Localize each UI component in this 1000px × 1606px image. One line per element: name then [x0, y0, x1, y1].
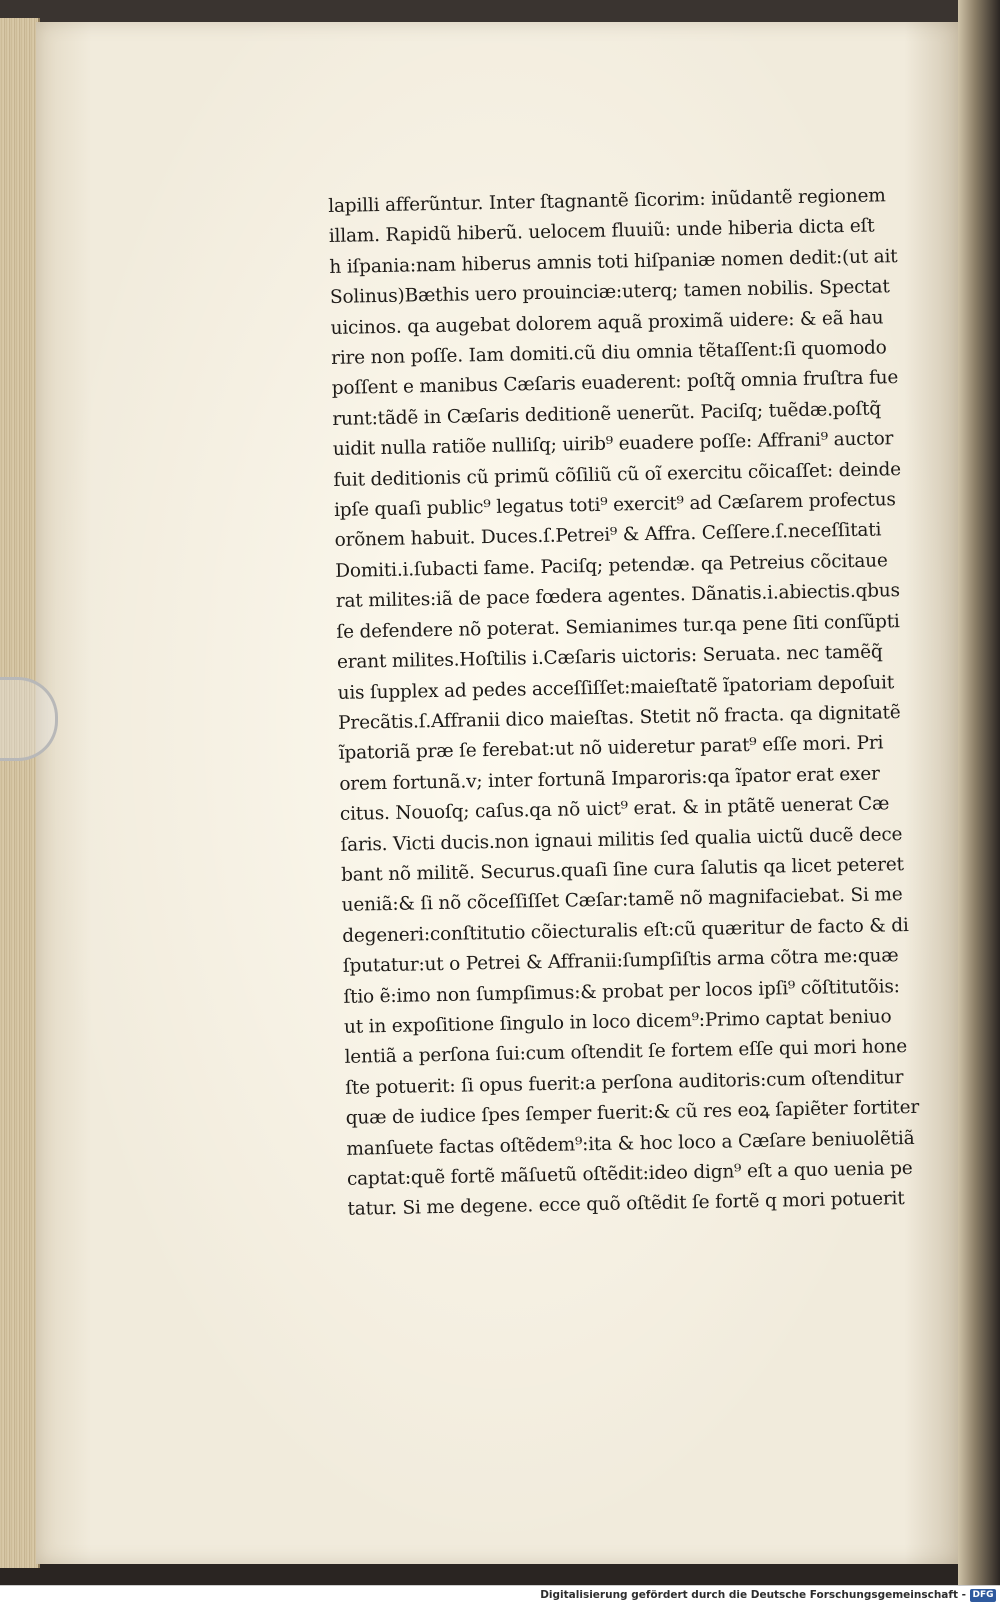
text-line: rire non poſſe. Iam domiti.cũ diu omnia tẽtaſſent:ſi quomodo [330, 337, 887, 369]
text-line: ſaris. Victi ducis.non ignaui militis ſed qualia uictũ ducẽ dece [340, 823, 903, 856]
text-line: ſte potuerit: ſi opus fuerit:a perſona auditoris:cum oſtenditur [345, 1066, 904, 1099]
text-line: ĩpatoriã præ ſe ferebat:ut nõ uideretur parat⁹ eſſe mori. Pri [338, 732, 884, 765]
text-line: bant nõ militẽ. Securus.quaſi ſine cura ſalutis qa licet peteret [340, 854, 904, 886]
text-line: ipſe quaſi public⁹ legatus toti⁹ exercit⁹ ad Cæſarem profectus [333, 489, 896, 522]
text-line: illam. Rapidũ hiberũ. uelocem fluuiũ: unde hiberia dicta eſt [328, 215, 875, 248]
text-line: Precãtis.ſ.Affranii dico maieſtas. Stetit nõ fracta. qa dignitatẽ [338, 702, 901, 734]
text-line: runt:tãdẽ in Cæſaris deditionẽ uenerũt. Paciſq; tuẽdæ.poſtq̃ [332, 398, 882, 430]
text-line: ſtio ẽ:imo non ſumpſimus:& probat per locos ipſi⁹ cõſtitutõis: [343, 975, 900, 1008]
text-line: orem fortunã.v; inter fortunã Imparoris:qa ĩpator erat exer [339, 763, 880, 795]
binding-shadow [958, 0, 1000, 1585]
page-edges [0, 18, 40, 1568]
footer-credit: Digitalisierung gefördert durch die Deutsche Forschungsgemeinschaft - [540, 1589, 966, 1601]
text-line: poſſent e manibus Cæſaris euaderent: poſtq̃ omnia fruſtra fue [331, 367, 899, 400]
text-line: ſe defendere nõ poterat. Semianimes tur.qa pene ſiti conſũpti [336, 610, 900, 643]
text-line: Solinus)Bæthis uero prouinciæ:uterq; tamen nobilis. Spectat [329, 276, 890, 309]
text-line: tatur. Si me degene. ecce quõ oſtẽdit ſe fortẽ q mori potuerit [347, 1188, 905, 1221]
footer-bar [0, 1585, 1000, 1606]
text-line: manſuete factas oſtẽdem⁹:ita & hoc loco a Cæſare beniuolẽtiã [346, 1127, 915, 1160]
text-line: uis ſupplex ad pedes acceſſiſſet:maieſtatẽ ĩpatoriam depoſuit [337, 671, 895, 704]
text-line: fuit deditionis cũ primũ cõſiliũ cũ oĩ exercitu cõicaſſet: deinde [333, 458, 902, 491]
text-line: h iſpania:nam hiberus amnis toti hiſpaniæ nomen dedit:(ut ait [329, 245, 898, 278]
text-line: ut in expoſitione ſingulo in loco dicem⁹:Primo captat beniuo [343, 1006, 892, 1038]
text-line: lentiã a perſona ſui:cum oſtendit ſe fortem eſſe qui mori hone [344, 1036, 908, 1069]
text-block [328, 181, 938, 1226]
text-line: captat:quẽ fortẽ mãſuetũ oſtẽdit:ideo dign⁹ eſt a quo uenia pe [346, 1157, 913, 1190]
text-line: quæ de iudice ſpes ſemper fuerit:& cũ res eoꝝ ſapiẽter fortiter [345, 1097, 920, 1130]
text-line: Domiti.i.ſubacti fame. Paciſq; petendæ. qa Petreius cõcitaue [335, 550, 888, 582]
text-line: citus. Nouoſq; caſus.qa nõ uict⁹ erat. & in ptãtẽ uenerat Cæ [339, 793, 890, 826]
text-line: rat milites:iã de pace fœdera agentes. Dãnatis.i.abiectis.qbus [335, 580, 901, 613]
text-line: ueniã:& ſi nõ cõceſſiſſet Cæſar:tamẽ nõ magnifaciebat. Si me [341, 884, 903, 917]
text-line: degeneri:conſtitutio cõiecturalis eſt:cũ quæritur de facto & di [342, 914, 909, 947]
text-line: ſputatur:ut o Petrei & Affranii:ſumpſiſtis arma cõtra me:quæ [342, 945, 899, 978]
text-line: lapilli afferũntur. Inter ſtagnantẽ ſicorim: inũdantẽ regionem [328, 185, 886, 217]
dfg-logo[interactable]: DFG [970, 1589, 996, 1602]
text-line: uidit nulla ratiõe nulliſq; uirib⁹ euadere poſſe: Affrani⁹ auctor [332, 428, 894, 461]
text-line: orõnem habuit. Duces.ſ.Petrei⁹ & Affra. Ceſſere.ſ.neceſſitati [334, 519, 882, 552]
text-line: uicinos. qa augebat dolorem aquã proximã uidere: & eã hau [330, 306, 884, 339]
text-line: erant milites.Hoſtilis i.Cæſaris uictoris: Seruata. nec tamẽq̃ [336, 641, 883, 674]
